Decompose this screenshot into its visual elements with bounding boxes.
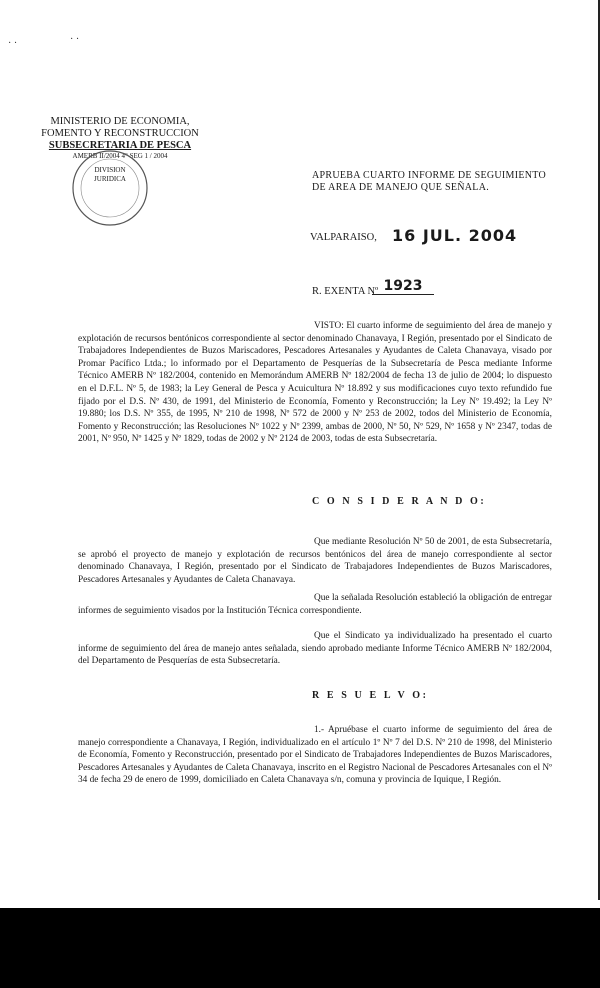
exenta-label: R. EXENTA Nº [312, 286, 379, 297]
considerando-paragraph-1: Que mediante Resolución Nº 50 de 2001, de esta Subsecretaría, se aprobó el proyecto de manejo y explotación de recursos bentónicos del área de manejo correspondiente al sector denominado Chanavaya, I Región, presentado por el Sindicato de Trabajadores Independientes de Buzos Mariscadores, Pescadores Artesanales y Ayudantes de Caleta Chanavaya. [78, 537, 552, 585]
official-seal-icon [70, 148, 150, 228]
resuelvo-heading: R E S U E L V O: [312, 690, 429, 701]
subject-block [312, 170, 562, 194]
considerando-paragraph-3: Que el Sindicato ya individualizado ha presentado el cuarto informe de seguimiento del área de manejo antes señalada, siendo aprobado mediante Informe Técnico AMERB Nº 182/2004, del Departamento de Pesquerías de esta Subsecretaría. [78, 631, 552, 667]
seal-text [90, 166, 130, 184]
considerando-heading: C O N S I D E R A N D O: [312, 496, 487, 507]
resuelvo-paragraph-1: 1.- Apruébase el cuarto informe de seguimiento del área de manejo correspondiente a Chanavaya, I Región, individualizado en el artículo 1º Nº 7 del D.S. Nº 210 de 1998, del Ministerio de Economía, Fomento y Reconstrucción, presentado por el Sindicato de Trabajadores Independientes de Buzos Mariscadores, Pescadores Artesanales y Ayudantes de Caleta Chanavaya, inscrito en el Registro Nacional de Pescadores Artesanales con el Nº 34 de fecha 29 de enero de 1999, domiciliado en Caleta Chanavaya s/n, comuna y provincia de Iquique, I Región. [78, 725, 552, 786]
reference-code: AMERB II/2004 4° SEG 1 / 2004 [72, 152, 168, 160]
visto-paragraph [78, 320, 552, 446]
subject-line2: DE AREA DE MANEJO QUE SEÑALA. [312, 182, 490, 193]
place-label: VALPARAISO, [310, 232, 377, 243]
scan-mark: · · [70, 34, 80, 45]
ministry-line1: MINISTERIO DE ECONOMIA, [50, 116, 190, 127]
seal-line1: DIVISION [94, 166, 126, 174]
subject-line1: APRUEBA CUARTO INFORME DE SEGUIMIENTO [312, 170, 547, 181]
ministry-line2: FOMENTO Y RECONSTRUCCION [41, 128, 199, 139]
date-stamp: 16 JUL. 2004 [392, 226, 518, 245]
visto-label: VISTO: [314, 321, 344, 331]
scan-footer-bar [0, 908, 600, 988]
seal-line2: JURIDICA [94, 175, 126, 183]
considerando-paragraph-2: Que la señalada Resolución estableció la obligación de entregar informes de seguimiento visados por la Institución Técnica correspondiente. [78, 593, 552, 616]
scan-mark: · · [8, 38, 18, 49]
subsecretaria-line: SUBSECRETARIA DE PESCA [48, 140, 192, 151]
exenta-number: 1923 [372, 278, 434, 295]
visto-text: El cuarto informe de seguimiento del área de manejo y explotación de recursos bentónicos correspondiente al sector denominado Chanavaya, I Región, presentado por el Sindicato de Trabajadores Independientes de Buzos Mariscadores, Pescadores Artesanales y Ayudantes de Caleta Chanavaya, visado por Promar Pacífico Ltda.; lo informado por el Departamento de Pesquerías de la Subsecretaría de Pesca mediante Informe Técnico AMERB Nº 182/2004, contenido en Memorándum AMERB Nº 182/2004 de fecha 13 de julio de 2004; lo dispuesto en el D.F.L. Nº 5, de 1983; la Ley General de Pesca y Acuicultura Nº 18.892 y sus modificaciones cuyo texto refundido fue fijado por el D.S. Nº 430, de 1991, del Ministerio de Economía, Fomento y Reconstrucción; la Ley Nº 19.492; la Ley Nº 19.880; los D.S. Nº 355, de 1995, Nº 210 de 1998, Nº 572 de 2000 y Nº 253 de 2002, todos del Ministerio de Economía, Fomento y Reconstrucción; las Resoluciones Nº 1022 y Nº 2399, ambas de 2000, Nº 50, Nº 529, Nº 1658 y Nº 2347, todas de 2001, Nº 950, Nº 1425 y Nº 1829, todas de 2002 y Nº 2124 de 2003, todas de esta Subsecretaría. [78, 321, 552, 445]
